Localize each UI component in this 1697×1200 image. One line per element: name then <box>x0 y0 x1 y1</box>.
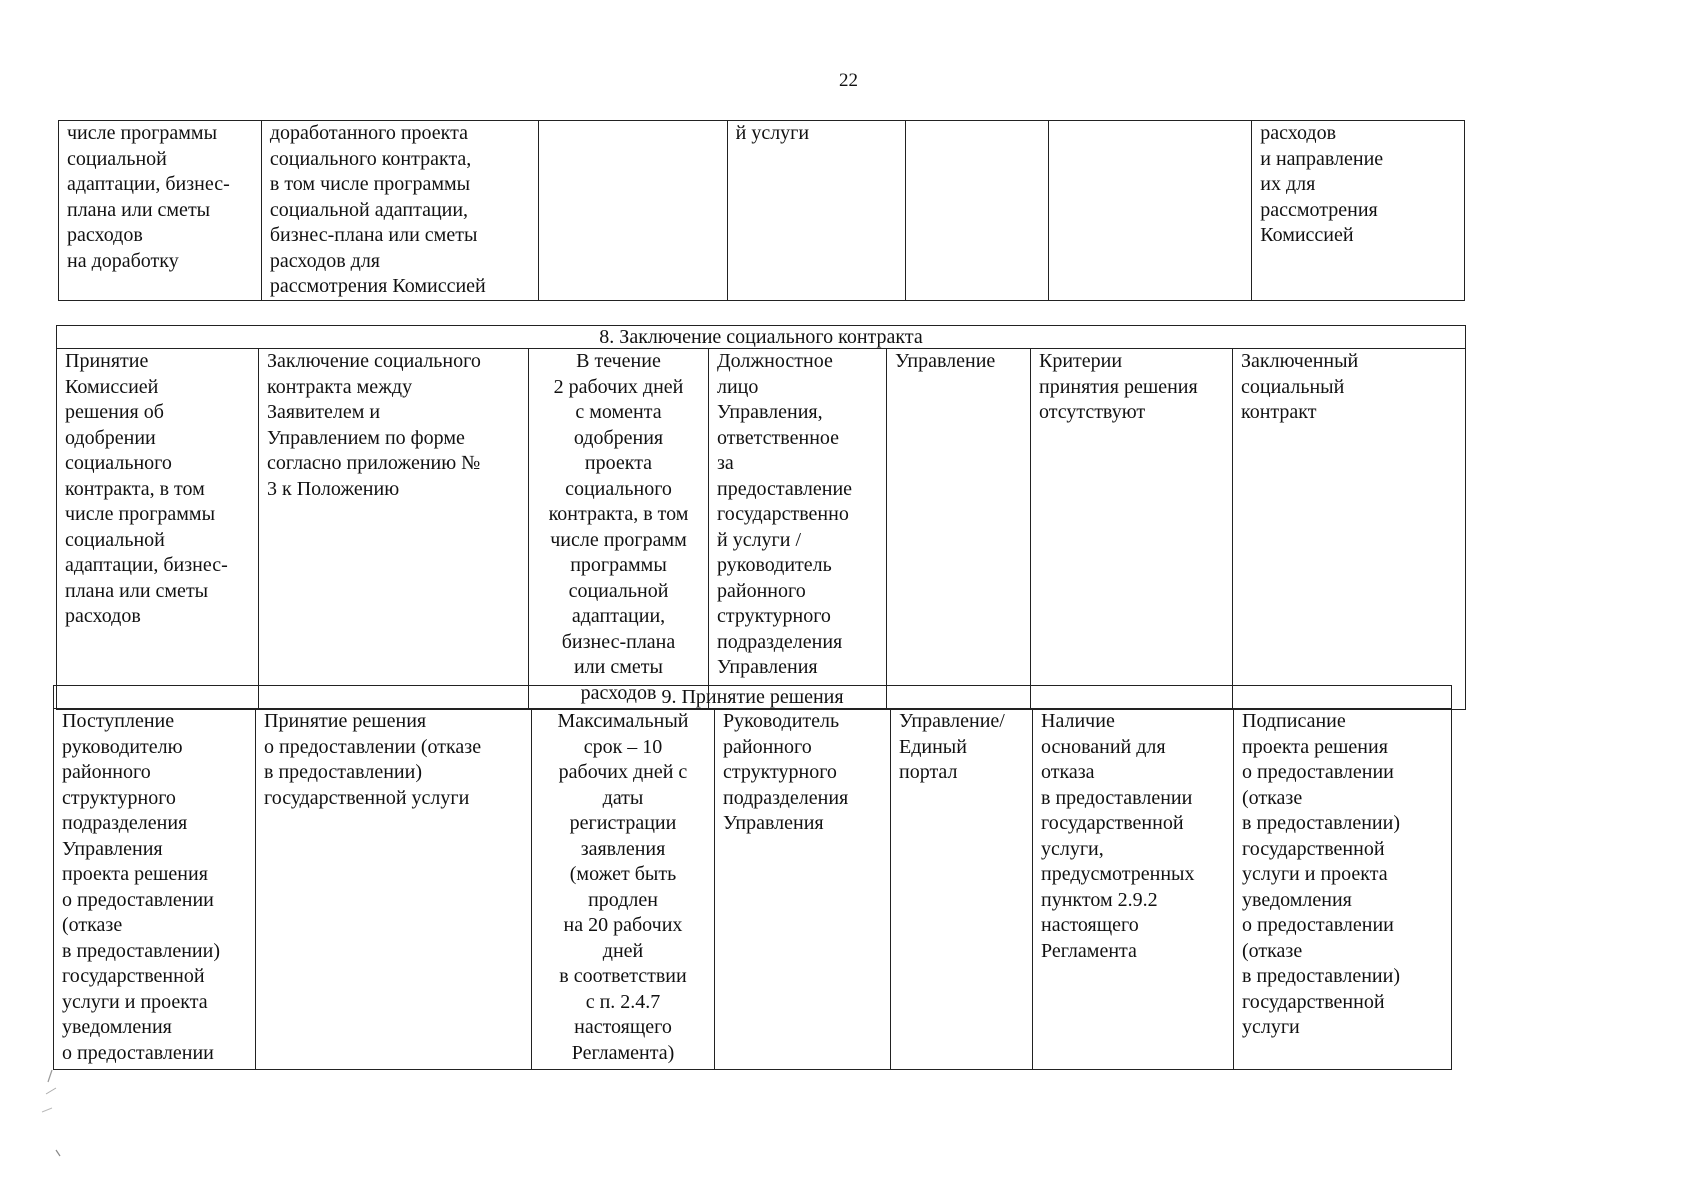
cell-text-line: предусмотренных <box>1041 863 1195 885</box>
cell-text-line: уведомления <box>62 1016 172 1038</box>
cell-text-line: Критерии <box>1039 350 1123 372</box>
cell-text-line: Регламента) <box>571 1041 675 1064</box>
cell-text-line: й услуги / <box>717 528 802 551</box>
cell-text-line: отказа <box>1041 761 1095 783</box>
cell-criteria <box>1049 121 1252 301</box>
cell-text-line: расходов <box>67 224 143 246</box>
cell-text-line: Заключение социального <box>267 350 481 372</box>
cell-text-line: Управлением по форме <box>267 426 465 449</box>
cell-text-line: ответственное <box>717 426 840 449</box>
cell-text-line: Должностное <box>717 350 833 372</box>
cell-action <box>261 121 538 301</box>
section-header-row <box>57 326 1466 349</box>
cell-text-line: Руководитель <box>723 710 840 732</box>
cell-text-line: Управления <box>723 812 824 834</box>
cell-deadline <box>529 349 709 710</box>
cell-text-line: государственно <box>717 503 849 525</box>
cell-text-line: расходов <box>580 681 657 704</box>
cell-text-line: пунктом 2.9.2 <box>1041 888 1158 911</box>
cell-text-line: с п. 2.4.7 <box>585 990 661 1013</box>
cell-text-line: руководитель <box>717 554 832 576</box>
cell-text-line: или сметы <box>574 656 663 678</box>
cell-text-line: в предоставлении <box>1041 786 1193 809</box>
cell-text-line: согласно приложению № <box>267 452 481 474</box>
cell-step <box>57 349 259 710</box>
cell-deadline <box>532 709 715 1070</box>
table-row <box>57 349 1466 710</box>
cell-text-line: на 20 рабочих <box>563 914 683 936</box>
cell-responsible <box>727 121 906 301</box>
cell-text-line: структурного <box>717 605 831 627</box>
cell-text-line: одобрения <box>573 426 664 449</box>
cell-text-line: государственной <box>1242 990 1385 1013</box>
cell-text-line: услуги <box>1242 1016 1300 1038</box>
scan-marks <box>38 1068 88 1158</box>
cell-step <box>54 709 256 1070</box>
cell-text-line: (отказе <box>1242 786 1303 809</box>
cell-action <box>256 709 532 1070</box>
cell-text-line: в соответствии <box>559 965 687 987</box>
cell-text-line: социального контракта, <box>269 147 472 170</box>
cell-text-line: Комиссией <box>1260 224 1354 246</box>
cell-text-line: районного <box>723 735 812 758</box>
cell-text-line: государственной услуги <box>264 786 470 809</box>
cell-text-line: контракт <box>1241 401 1317 423</box>
cell-text-line: Заключенный <box>1241 350 1359 372</box>
cell-text-line: решения об <box>65 401 164 423</box>
cell-text-line: социального <box>65 452 172 474</box>
cell-text-line: оснований для <box>1041 735 1166 758</box>
cell-text-line: в предоставлении) <box>1242 812 1400 834</box>
cell-text-line: Поступление <box>62 710 175 732</box>
cell-text-line: районного <box>717 579 806 602</box>
cell-result <box>1252 121 1465 301</box>
cell-text-line: принятия решения <box>1039 375 1198 398</box>
table-row <box>59 121 1465 301</box>
cell-text-line: в том числе программы <box>269 173 471 195</box>
cell-text-line: адаптации, бизнес- <box>67 173 230 195</box>
cell-responsible <box>709 349 887 710</box>
cell-text-line: Управления <box>62 837 163 860</box>
cell-text-line: портал <box>899 761 958 783</box>
cell-text-line: за <box>717 452 734 474</box>
cell-text-line: Принятие <box>65 350 149 372</box>
table-section-9 <box>53 685 1452 1070</box>
cell-text-line: числе программы <box>65 503 216 525</box>
cell-place <box>906 121 1049 301</box>
cell-text-line: социальной <box>65 528 165 551</box>
cell-text-line: их для <box>1260 173 1316 195</box>
cell-text-line: Управление <box>895 350 996 372</box>
cell-text-line: с момента <box>575 401 662 423</box>
cell-text-line: социальной <box>67 147 167 170</box>
cell-text-line: Управления <box>717 656 818 678</box>
cell-text-line: числе программ <box>550 528 687 551</box>
cell-text-line: рассмотрения Комиссией <box>269 275 486 297</box>
cell-text-line: срок – 10 <box>583 735 663 758</box>
cell-text-line: дней <box>602 939 644 962</box>
cell-text-line: в предоставлении) <box>264 761 422 783</box>
cell-text-line: Принятие решения <box>264 710 427 732</box>
cell-text-line: контракта между <box>267 375 413 398</box>
cell-text-line: 3 к Положению <box>267 477 400 500</box>
cell-text-line: проекта решения <box>1242 735 1388 758</box>
cell-text-line: о предоставлении (отказе <box>264 735 482 758</box>
cell-text-line: предоставление <box>717 477 853 500</box>
table-continuation <box>58 120 1465 301</box>
cell-text-line: на доработку <box>67 249 179 272</box>
cell-result <box>1234 709 1452 1070</box>
cell-text-line: адаптации, <box>571 605 666 627</box>
cell-text-line: подразделения <box>723 786 849 809</box>
cell-responsible <box>715 709 891 1070</box>
cell-text-line: числе программы <box>67 122 218 144</box>
cell-text-line: заявления <box>580 837 666 860</box>
cell-text-line: подразделения <box>717 630 843 653</box>
section-header-row <box>54 686 1452 709</box>
cell-text-line: структурного <box>723 761 837 783</box>
cell-text-line: настоящего <box>1041 914 1139 936</box>
cell-place <box>891 709 1033 1070</box>
cell-text-line: рассмотрения <box>1260 198 1378 221</box>
cell-text-line: (может быть <box>569 863 677 885</box>
cell-text-line: Управления, <box>717 401 823 423</box>
cell-text-line: социальной <box>568 579 669 602</box>
cell-text-line: социальный <box>1241 375 1345 398</box>
cell-text-line: продлен <box>588 888 658 911</box>
cell-text-line: доработанного проекта <box>269 122 468 144</box>
cell-text-line: Единый <box>899 735 967 758</box>
cell-text-line: о предоставлении <box>1242 761 1394 783</box>
cell-deadline <box>538 121 727 301</box>
cell-text-line: й услуги <box>735 122 810 144</box>
cell-text-line: расходов <box>65 605 141 627</box>
cell-text-line: лицо <box>717 375 759 398</box>
table-section-8 <box>56 325 1466 710</box>
cell-text-line: и направление <box>1260 147 1384 170</box>
table-row <box>54 709 1452 1070</box>
cell-text-line: программы <box>570 554 667 576</box>
cell-text-line: контракта, в том <box>548 503 689 525</box>
cell-text-line: в предоставлении) <box>1242 965 1400 987</box>
cell-text-line: социального <box>565 477 672 500</box>
cell-result <box>1233 349 1466 710</box>
section-title: 8. Заключение социального контракта <box>57 326 1466 349</box>
cell-text-line: Комиссией <box>65 375 159 398</box>
cell-text-line: руководителю <box>62 735 183 758</box>
cell-text-line: структурного <box>62 786 176 809</box>
cell-text-line: услуги и проекта <box>1242 863 1388 885</box>
cell-text-line: социальной адаптации, <box>269 198 469 221</box>
cell-text-line: одобрении <box>65 426 156 449</box>
cell-text-line: бизнес-плана или сметы <box>269 224 478 246</box>
cell-text-line: отсутствуют <box>1039 401 1146 423</box>
cell-text-line: проекта <box>584 452 653 474</box>
cell-text-line: государственной <box>62 965 205 987</box>
page-number: 22 <box>839 70 858 91</box>
cell-text-line: Регламента <box>1041 939 1137 962</box>
cell-text-line: Подписание <box>1242 710 1346 732</box>
cell-text-line: рабочих дней с <box>558 761 688 783</box>
section-title: 9. Принятие решения <box>54 686 1452 709</box>
cell-text-line: Максимальный <box>557 710 689 732</box>
cell-text-line: расходов <box>1260 122 1337 144</box>
cell-text-line: подразделения <box>62 812 188 834</box>
cell-text-line: о предоставлении <box>62 888 214 911</box>
cell-step <box>59 121 262 301</box>
cell-text-line: расходов для <box>269 249 381 272</box>
cell-text-line: В течение <box>576 350 661 372</box>
cell-text-line: районного <box>62 761 151 783</box>
cell-text-line: в предоставлении) <box>62 939 220 962</box>
cell-text-line: Управление/ <box>899 710 1005 732</box>
cell-text-line: (отказе <box>1242 939 1303 962</box>
cell-text-line: уведомления <box>1242 888 1352 911</box>
cell-action <box>259 349 529 710</box>
cell-text-line: настоящего <box>574 1016 672 1038</box>
cell-text-line: (отказе <box>62 914 123 936</box>
cell-text-line: плана или сметы <box>67 198 211 221</box>
cell-text-line: бизнес-плана <box>561 630 676 653</box>
cell-text-line: Заявителем и <box>267 401 381 423</box>
cell-text-line: о предоставлении <box>62 1041 214 1064</box>
cell-place <box>887 349 1031 710</box>
cell-text-line: плана или сметы <box>65 579 209 602</box>
cell-text-line: услуги, <box>1041 837 1104 860</box>
cell-text-line: государственной <box>1041 812 1184 834</box>
cell-text-line: регистрации <box>569 812 677 834</box>
cell-criteria <box>1033 709 1234 1070</box>
cell-text-line: Наличие <box>1041 710 1115 732</box>
cell-text-line: 2 рабочих дней <box>553 375 684 398</box>
cell-text-line: проекта решения <box>62 863 208 885</box>
cell-text-line: адаптации, бизнес- <box>65 554 228 576</box>
cell-text-line: контракта, в том <box>65 477 205 500</box>
cell-criteria <box>1031 349 1233 710</box>
cell-text-line: о предоставлении <box>1242 914 1394 936</box>
cell-text-line: даты <box>602 786 644 809</box>
cell-text-line: государственной <box>1242 837 1385 860</box>
cell-text-line: услуги и проекта <box>62 990 208 1013</box>
